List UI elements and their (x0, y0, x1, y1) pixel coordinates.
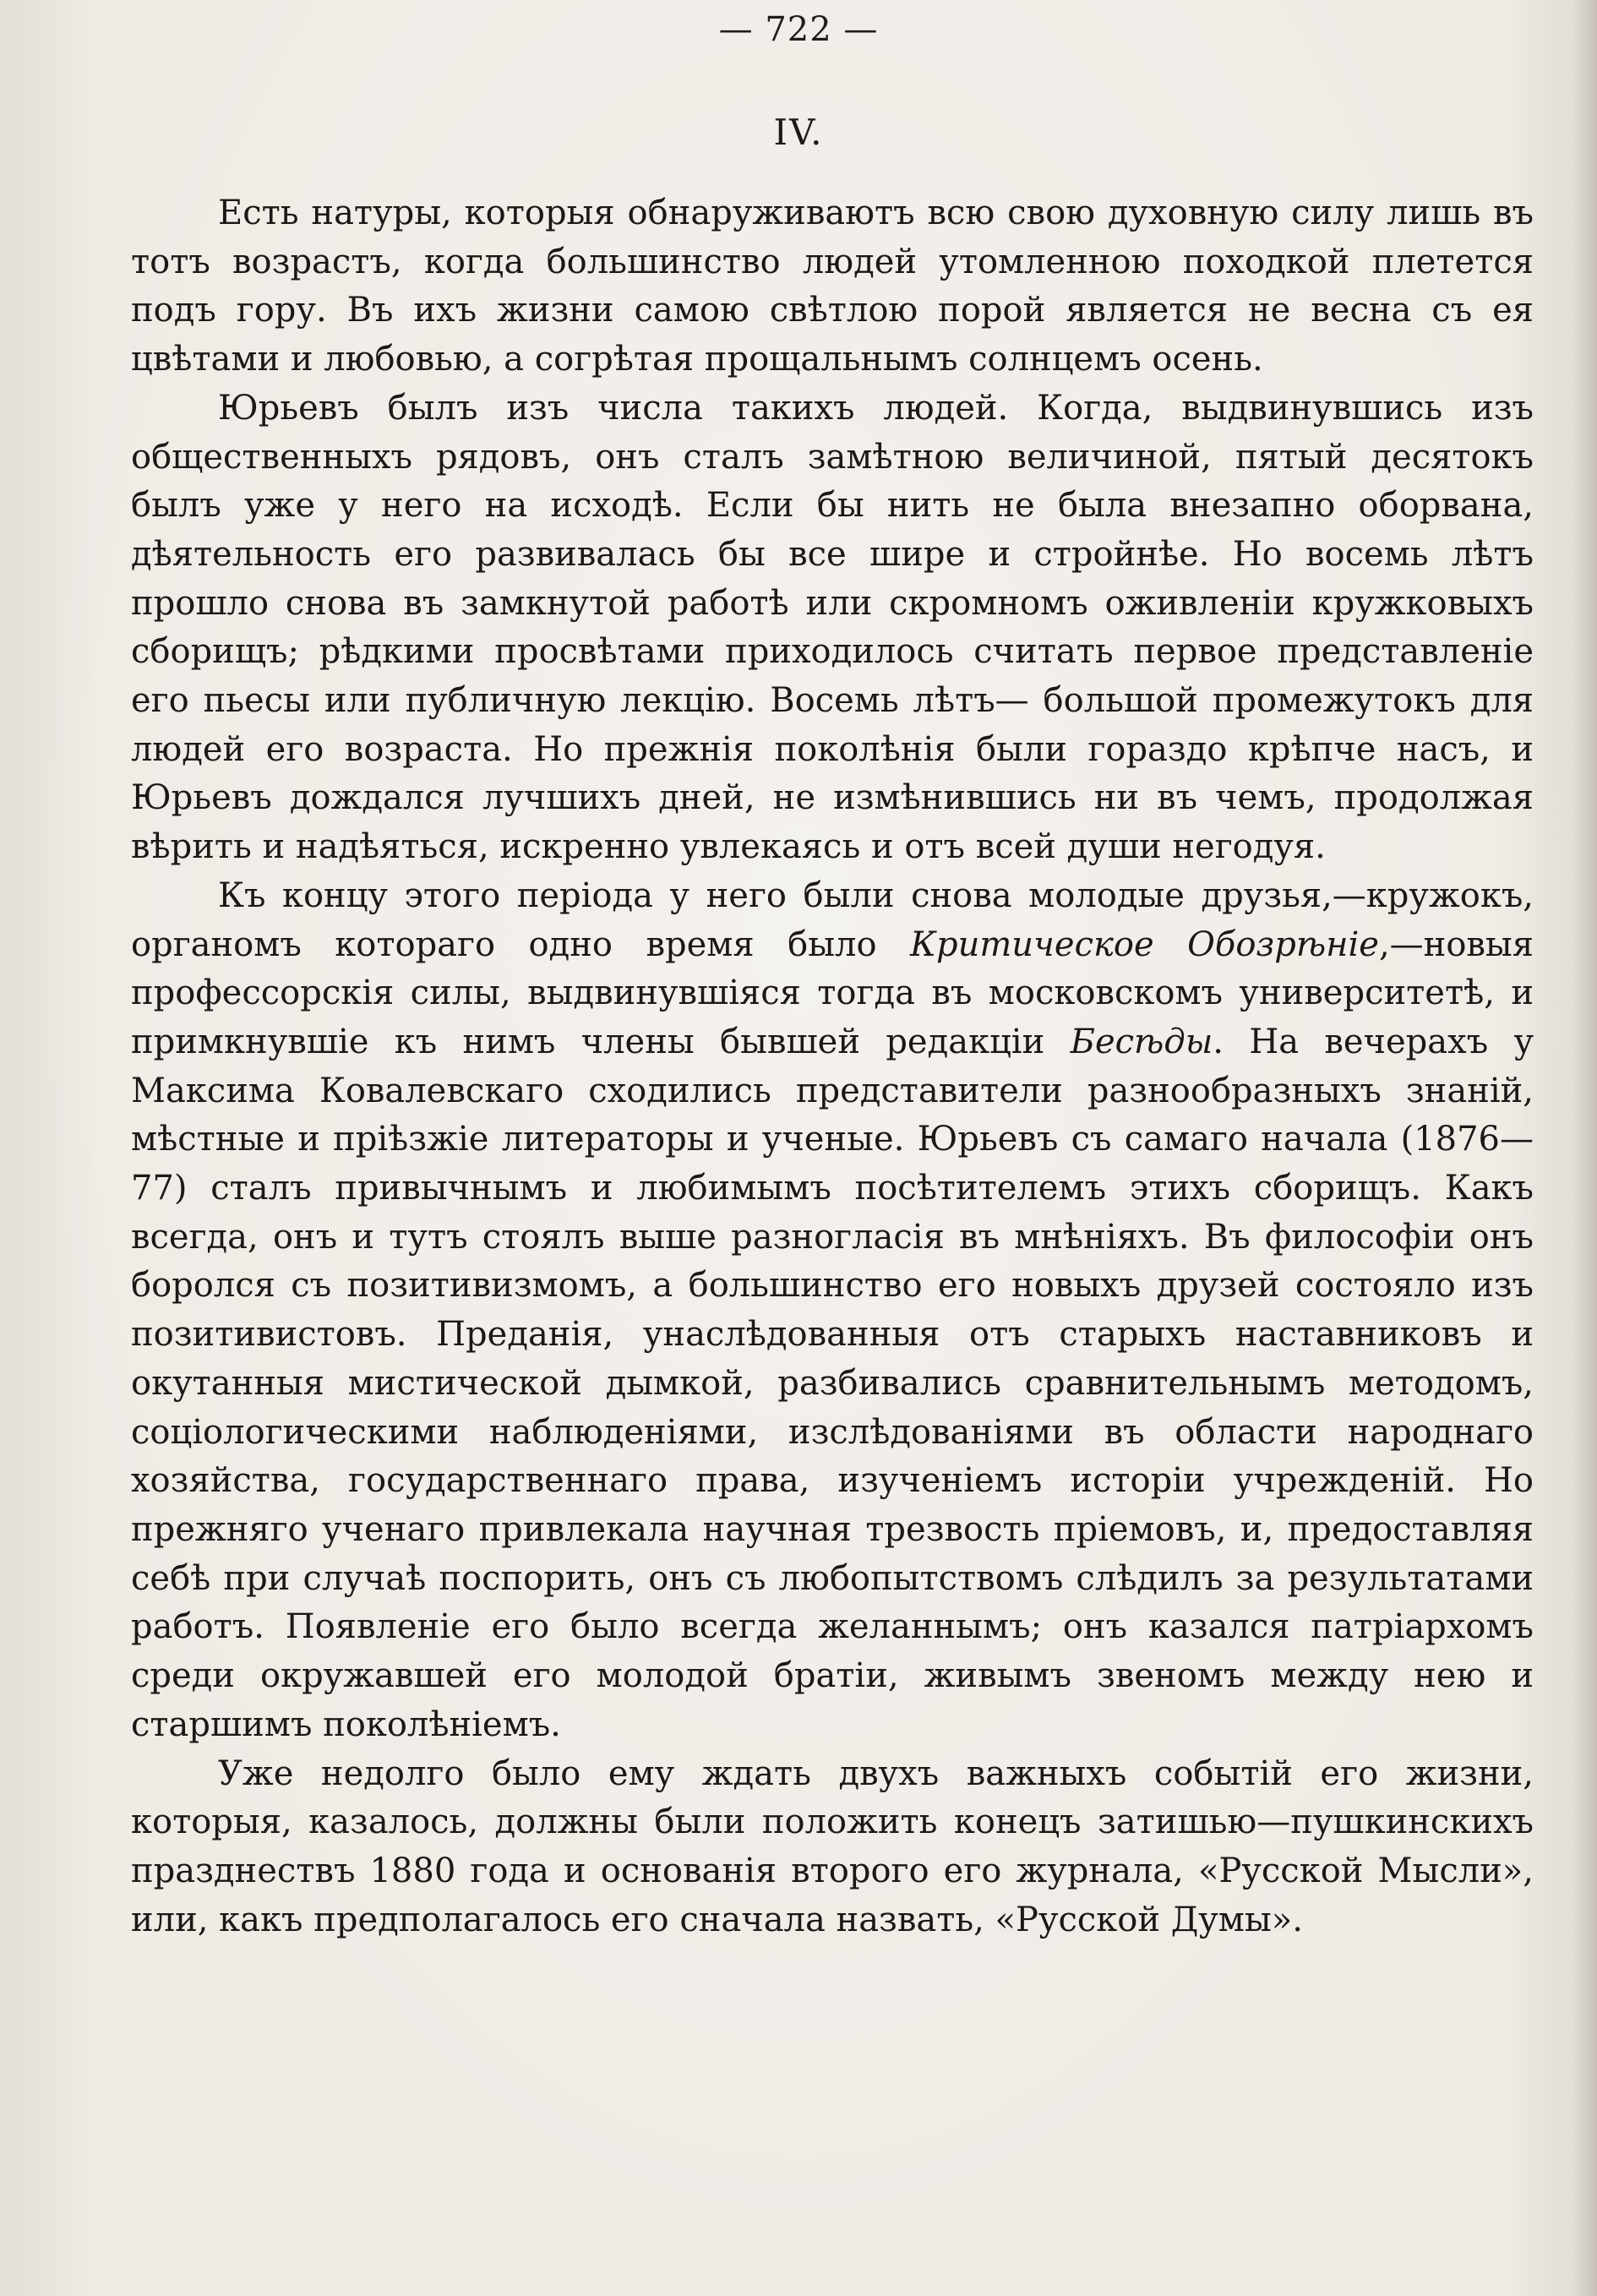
page-edge-shadow (1572, 0, 1597, 2296)
paragraph-3-text-end: . На вечерахъ у Максима Ковалевскаго сходились представители разнообразныхъ знаній, мѣстные и пріѣзжіе литераторы и ученые. Юрьевъ съ самаго начала (1876—77) сталъ привычнымъ и любимымъ посѣтителемъ этихъ сборищъ. Какъ всегда, онъ и тутъ стоялъ выше разногласія въ мнѣніяхъ. Въ философіи онъ боролся съ позитивизмомъ, а большинство его новыхъ друзей состояло изъ позитивистовъ. Преданія, унаслѣдованныя отъ старыхъ наставниковъ и окутанныя мистической дымкой, разбивались сравнительнымъ методомъ, соціологическими наблюденіями, изслѣдованіями въ области народнаго хозяйства, государственнаго права, изученіемъ исторіи учрежденій. Но прежняго ученаго привлекала научная трезвость пріемовъ, и, предоставляя себѣ при случаѣ поспорить, онъ съ любопытствомъ слѣдилъ за результатами работъ. Появленіе его было всегда желаннымъ; онъ казался патріархомъ среди окружавшей его молодой братіи, живымъ звеномъ между нею и старшимъ поколѣніемъ. (131, 1022, 1534, 1744)
paragraph-3 (131, 872, 1534, 1750)
paragraph-3-text-middle: ,—новыя профессорскія силы, выдвинувшіяся тогда въ московскомъ университетѣ, и примкнувшіе къ нимъ члены бывшей редакціи (131, 924, 1534, 1061)
body-text (131, 189, 1534, 1944)
page-number: — 722 — (718, 10, 879, 49)
journal-title-beseda: Бесѣды (1070, 1022, 1213, 1061)
paragraph-1: Есть натуры, которыя обнаруживаютъ всю свою духовную силу лишь въ тотъ возрастъ, когда большинство людей утомленною походкой плетется подъ гору. Въ ихъ жизни самою свѣтлою порой является не весна съ ея цвѣтами и любовью, а согрѣтая прощальнымъ солнцемъ осень. (131, 194, 1534, 379)
journal-title-kriticheskoe-obozrenie: Критическое Обозрѣніе (910, 924, 1379, 964)
paragraph-2: Юрьевъ былъ изъ числа такихъ людей. Когда, выдвинувшись изъ общественныхъ рядовъ, онъ сталъ замѣтною величиной, пятый десятокъ былъ уже у него на исходѣ. Если бы нить не была внезапно оборвана, дѣятельность его развивалась бы все шире и стройнѣе. Но восемь лѣтъ прошло снова въ замкнутой работѣ или скромномъ оживленіи кружковыхъ сборищъ; рѣдкими просвѣтами приходилось считать первое представленіе его пьесы или публичную лекцію. Восемь лѣтъ— большой промежутокъ для людей его возраста. Но прежнія поколѣнія были гораздо крѣпче насъ, и Юрьевъ дождался лучшихъ дней, не измѣнившись ни въ чемъ, продолжая вѣрить и надѣяться, искренно увлекаясь и отъ всей души негодуя. (131, 388, 1534, 867)
paragraph-3-text-start: Къ концу этого періода у него были снова молодые друзья,—кружокъ, органомъ котораго одно время было (131, 875, 1534, 964)
paragraph-4: Уже недолго было ему ждать двухъ важныхъ событій его жизни, которыя, казалось, должны были положить конецъ затишью—пушкинскихъ празднествъ 1880 года и основанія второго его журнала, «Русской Мысли», или, какъ предполагалось его сначала назвать, «Русской Думы». (131, 1753, 1534, 1939)
section-heading: IV. (773, 112, 824, 153)
